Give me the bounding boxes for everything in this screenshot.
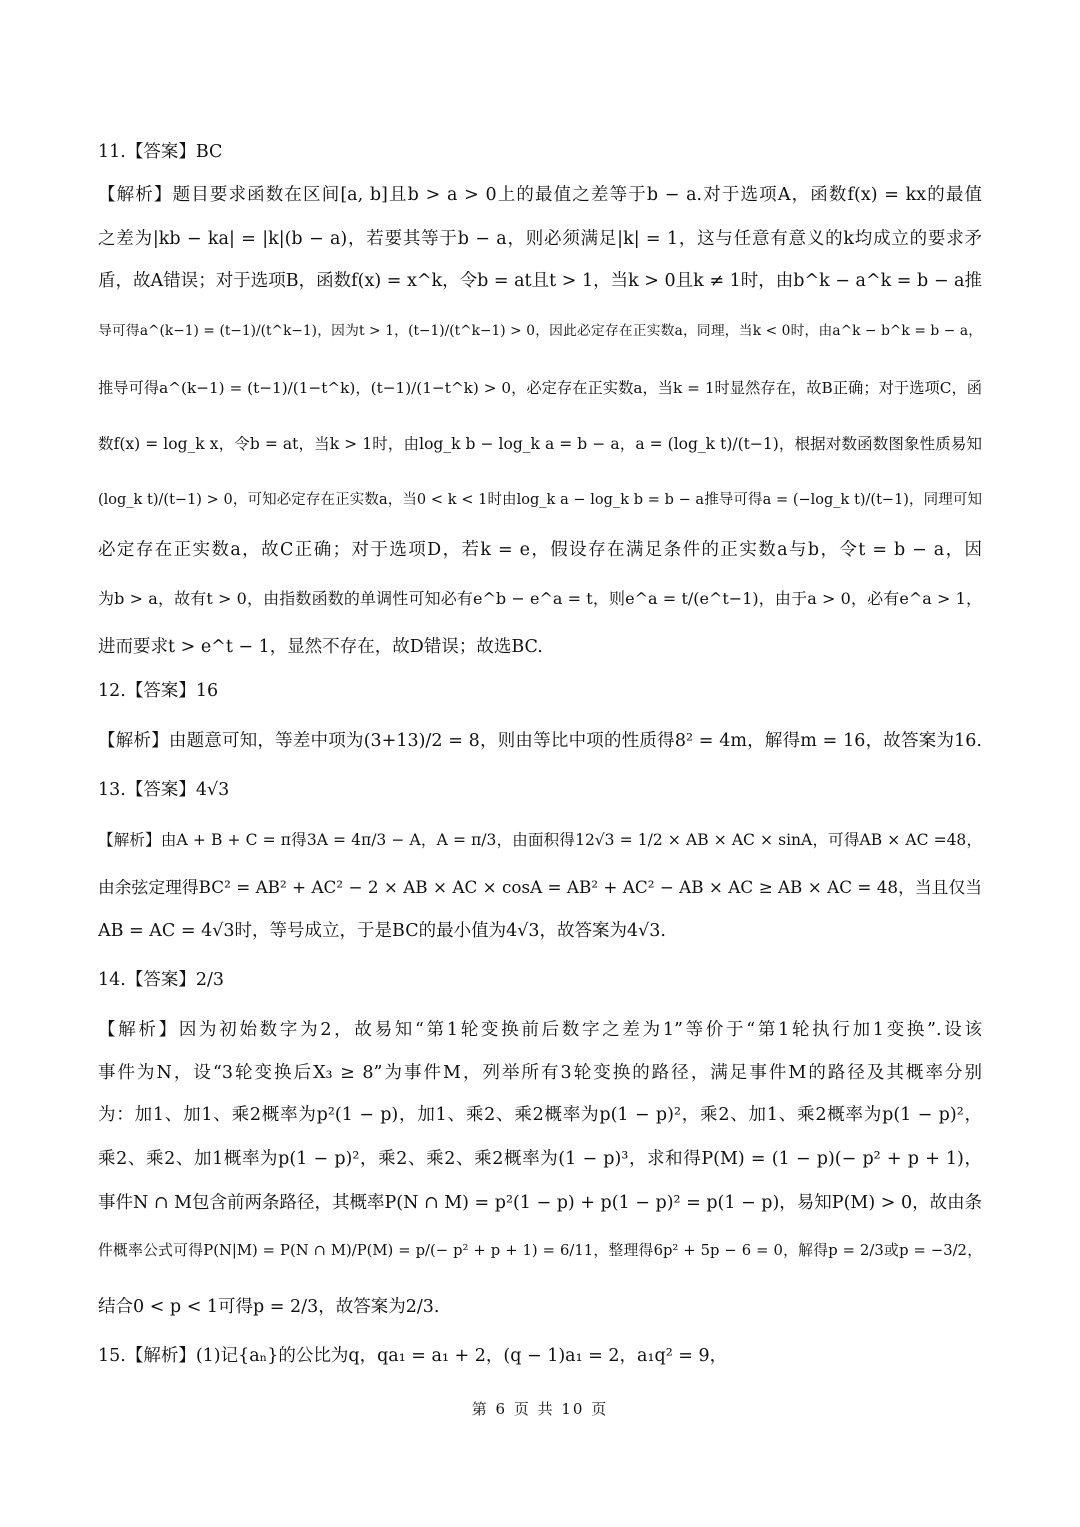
- analysis-13-line-1: 【解析】由A + B + C = π得3A = 4π/3 − A，A = π/3，由面积得12√3 = 1/2 × AB × AC × sinA，可得AB × AC =48，: [98, 831, 982, 849]
- analysis-13-line-3: AB = AC = 4√3时，等号成立，于是BC的最小值为4√3，故答案为4√3.: [98, 921, 666, 941]
- analysis-14-line-5: 事件N ∩ M包含前两条路径，其概率P(N ∩ M) = p²(1 − p) + p(1 − p)² = p(1 − p)，易知P(M) > 0，故由条: [98, 1193, 982, 1213]
- answer-14-heading: 14.【答案】2/3: [98, 970, 224, 990]
- page-footer: 第 6 页 共 10 页: [471, 1400, 609, 1418]
- analysis-12-line-1: 【解析】由题意可知，等差中项为(3+13)/2 = 8，则由等比中项的性质得8² = 4m，解得m = 16，故答案为16.: [98, 731, 982, 751]
- analysis-11-line-6: 数f(x) = log_k x，令b = at，当k > 1时，由log_k b − log_k a = b − a，a = (log_k t)/(t−1)，根据对数函数图象性质易知: [98, 435, 982, 453]
- analysis-11-line-3: 盾，故A错误；对于选项B，函数f(x) = x^k，令b = at且t > 1，当k > 0且k ≠ 1时，由b^k − a^k = b − a推: [98, 271, 982, 291]
- analysis-11-line-8: 必定存在正实数a，故C正确；对于选项D，若k = e，假设存在满足条件的正实数a与b，令t = b − a，因: [98, 540, 982, 560]
- answer-11-heading: 11.【答案】BC: [98, 142, 223, 162]
- analysis-11-line-5: 推导可得a^(k−1) = (t−1)/(1−t^k)，(t−1)/(1−t^k) > 0，必定存在正实数a，当k = 1时显然存在，故B正确；对于选项C，函: [98, 379, 982, 397]
- analysis-14-line-6: 件概率公式可得P(N|M) = P(N ∩ M)/P(M) = p/(− p² + p + 1) = 6/11，整理得6p² + 5p − 6 = 0，解得p = 2/3或p = −3/2，: [98, 1242, 982, 1259]
- answer-13-heading: 13.【答案】4√3: [98, 780, 230, 800]
- analysis-11-line-9: 为b > a，故有t > 0，由指数函数的单调性可知必有e^b − e^a = t，则e^a = t/(e^t−1)，由于a > 0，必有e^a > 1，: [98, 589, 982, 608]
- analysis-11-line-4: 导可得a^(k−1) = (t−1)/(t^k−1)，因为t > 1，(t−1)/(t^k−1) > 0，因此必定存在正实数a，同理，当k < 0时，由a^k − b^k = b − a，: [98, 323, 982, 339]
- analysis-11-line-10: 进而要求t > e^t − 1，显然不存在，故D错误；故选BC.: [98, 637, 543, 657]
- analysis-14-line-3: 为：加1、加1、乘2概率为p²(1 − p)，加1、乘2、乘2概率为p(1 − p)²，乘2、加1、乘2概率为p(1 − p)²，: [98, 1105, 982, 1125]
- analysis-14-line-2: 事件为N，设“3轮变换后X₃ ≥ 8”为事件M，列举所有3轮变换的路径，满足事件M的路径及其概率分别: [98, 1063, 982, 1083]
- analysis-14-line-7: 结合0 < p < 1可得p = 2/3，故答案为2/3.: [98, 1297, 440, 1317]
- analysis-13-line-2: 由余弦定理得BC² = AB² + AC² − 2 × AB × AC × cosA = AB² + AC² − AB × AC ≥ AB × AC = 48，当且仅当: [98, 877, 982, 897]
- analysis-11-line-7: (log_k t)/(t−1) > 0，可知必定存在正实数a，当0 < k < 1时由log_k a − log_k b = b − a推导可得a = (−log_k t)/(t−1)，同理可知: [98, 492, 982, 508]
- analysis-11-line-1: 【解析】题目要求函数在区间[a, b]且b > a > 0上的最值之差等于b − a.对于选项A，函数f(x) = kx的最值: [98, 185, 982, 205]
- analysis-11-line-2: 之差为|kb − ka| = |k|(b − a)，若要其等于b − a，则必须满足|k| = 1，这与任意有意义的k均成立的要求矛: [98, 229, 982, 249]
- analysis-14-line-4: 乘2、乘2、加1概率为p(1 − p)²，乘2、乘2、乘2概率为(1 − p)³，求和得P(M) = (1 − p)(− p² + p + 1)，: [98, 1149, 982, 1169]
- analysis-15-line-1: 15.【解析】(1)记{aₙ}的公比为q，qa₁ = a₁ + 2，(q − 1)a₁ = 2，a₁q² = 9，: [98, 1346, 728, 1366]
- answer-12-heading: 12.【答案】16: [98, 681, 219, 701]
- analysis-14-line-1: 【解析】因为初始数字为2，故易知“第1轮变换前后数字之差为1”等价于“第1轮执行加1变换”.设该: [98, 1020, 982, 1040]
